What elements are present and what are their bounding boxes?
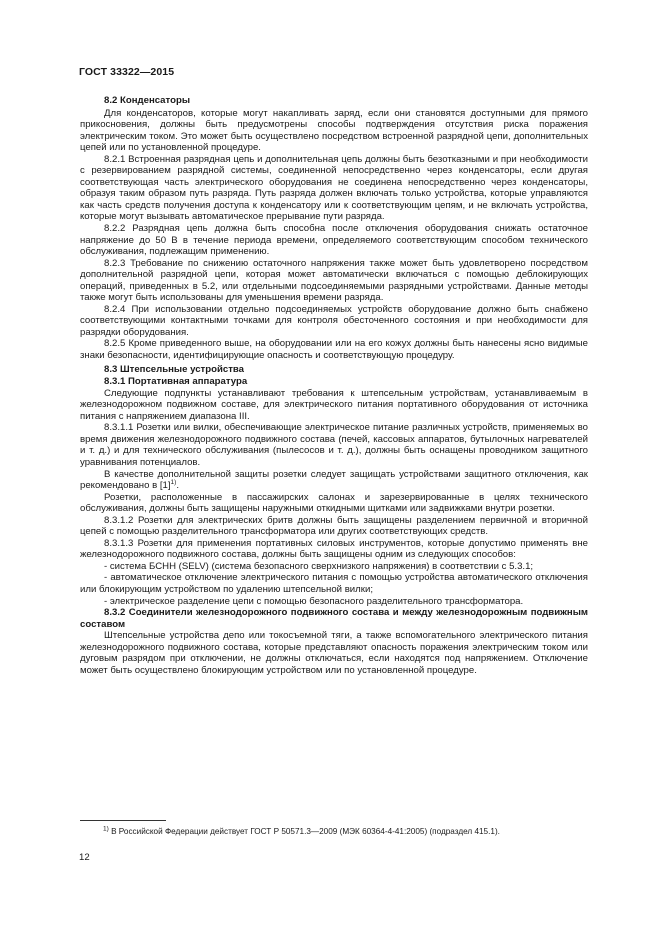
- paragraph: Розетки, расположенные в пассажирских салонах и зарезервированные в целях технического обслуживания, должны быть защищены наружными откидными щитками или задвижками внутри розетки.: [80, 491, 588, 515]
- paragraph: 8.3.1.1 Розетки или вилки, обеспечивающие электрическое питание различных устройств, применяемых во время движения железнодорожного подвижного состава (печей, кассовых аппаратов, бутылочных нагревателей и т. д.) и для технического обслуживания (пылесосов и т. д.), должны быть оснащены проводником защитного уравнивания потенциалов.: [80, 422, 588, 468]
- paragraph: - автоматическое отключение электрического питания с помощью устройства автоматического отключения или блокирующим устройством по удалению штепсельной вилки;: [80, 572, 588, 595]
- paragraph: 8.3.1.3 Розетки для применения портативных силовых инструментов, которые допустимо применять вне железнодорожного подвижного состава, должны быть защищены одним из следующих способов:: [80, 537, 588, 561]
- paragraph: - система БСНН (SELV) (система безопасного сверхнизкого напряжения) в соответствии с 5.3.1;: [104, 560, 534, 572]
- paragraph: Штепсельные устройства депо или токосъемной тяги, а также вспомогательного электрического питания железнодорожного подвижного состава, которые представляют опасность поражения электрическим током или дуговым разрядом при отключении, не должны отключаться, если находятся под напряжением. Отключение может быть осуществлено блокирующим устройством или по установленной процедуре.: [80, 630, 588, 676]
- footnote-text: В Российской Федерации действует ГОСТ Р 50571.3—2009 (МЭК 60364-4-41:2005) (подраздел 415.1).: [111, 827, 500, 836]
- section-heading: 8.3 Штепсельные устройства: [104, 363, 245, 375]
- page-number: 12: [79, 852, 90, 863]
- paragraph: Для конденсаторов, которые могут накапливать заряд, если они становятся доступными для прямого прикосновения, должны быть предусмотрены способы подтверждения отсутствия риска поражения электрическим током. Это может быть осуществлено посредством встроенной разрядной цепи, дополнительных цепей или по установленной процедуре.: [80, 107, 588, 154]
- section-heading: 8.3.1 Портативная аппаратура: [104, 376, 248, 388]
- footnote-reference: 1): [170, 478, 177, 486]
- paragraph: - электрическое разделение цепи с помощью безопасного разделительного трансформатора.: [104, 595, 524, 607]
- footnote-mark: 1): [103, 825, 109, 833]
- body-text: [80, 93, 588, 676]
- footnote-divider: [80, 820, 166, 821]
- section-heading: 8.2 Конденсаторы: [104, 95, 191, 106]
- paragraph: 8.2.3 Требование по снижению остаточного напряжения также может быть удовлетворено посредством дополнительной разрядной цепи, которая может автоматически включаться с помощью деблокирующих операций, приведенных в 5.2, или отдельными подсоединяемыми разрядными устройствами. Данные методы также могут быть использованы для уменьшения времени разряда.: [80, 257, 588, 304]
- paragraph: 8.2.4 При использовании отдельно подсоединяемых устройств оборудование должно быть снабжено соответствующими контактными точками для контроля обесточенного состояния и при необходимости для разрядки оборудования.: [80, 303, 588, 338]
- paragraph: В качестве дополнительной защиты розетки следует защищать устройствами защитного отключения, как рекомендовано в $[1]^{1)}$.: [80, 468, 588, 492]
- paragraph: 8.3.1.2 Розетки для электрических бритв должны быть защищены разделением первичной и вторичной цепей с помощью разделительного трансформатора или других соответствующих средств.: [80, 514, 588, 538]
- section-heading: 8.3.2 Соединители железнодорожного подвижного состава и между железнодорожным подвижным составом: [80, 607, 588, 630]
- paragraph: 8.2.5 Кроме приведенного выше, на оборудовании или на его кожух должны быть нанесены ясно видимые знаки безопасности, идентифицирующие опасность и соответствующую процедуру.: [80, 338, 588, 362]
- footnote: [103, 827, 603, 837]
- document-header: ГОСТ 33322—2015: [79, 66, 175, 78]
- paragraph: Следующие подпункты устанавливают требования к штепсельным устройствам, устанавливаемым в железнодорожном подвижном составе, для электрического питания портативного оборудования от источника питания с напряжением диапазона III.: [80, 387, 588, 422]
- paragraph: 8.2.2 Разрядная цепь должна быть способна после отключения оборудования снижать остаточное напряжение до 50 В в течение периода времени, определяемого соответствующим способом технического обслуживания, подлежащим применению.: [80, 223, 588, 258]
- paragraph: 8.2.1 Встроенная разрядная цепь и дополнительная цепь должны быть безотказными и при необходимости с резервированием разрядной системы, соединенной непосредственно через конденсаторы, если другая соответствующая часть электрического оборудования не соединена непосредственно через конденсаторы, образуя таким образом путь разряда. Путь разряда должен включать только устройства, которые управляются как часть средств получения доступа к конденсатору или к соответствующим цепям, и не включать устройства, которые могут вызывать автоматическое прерывание пути разряда.: [80, 153, 588, 223]
